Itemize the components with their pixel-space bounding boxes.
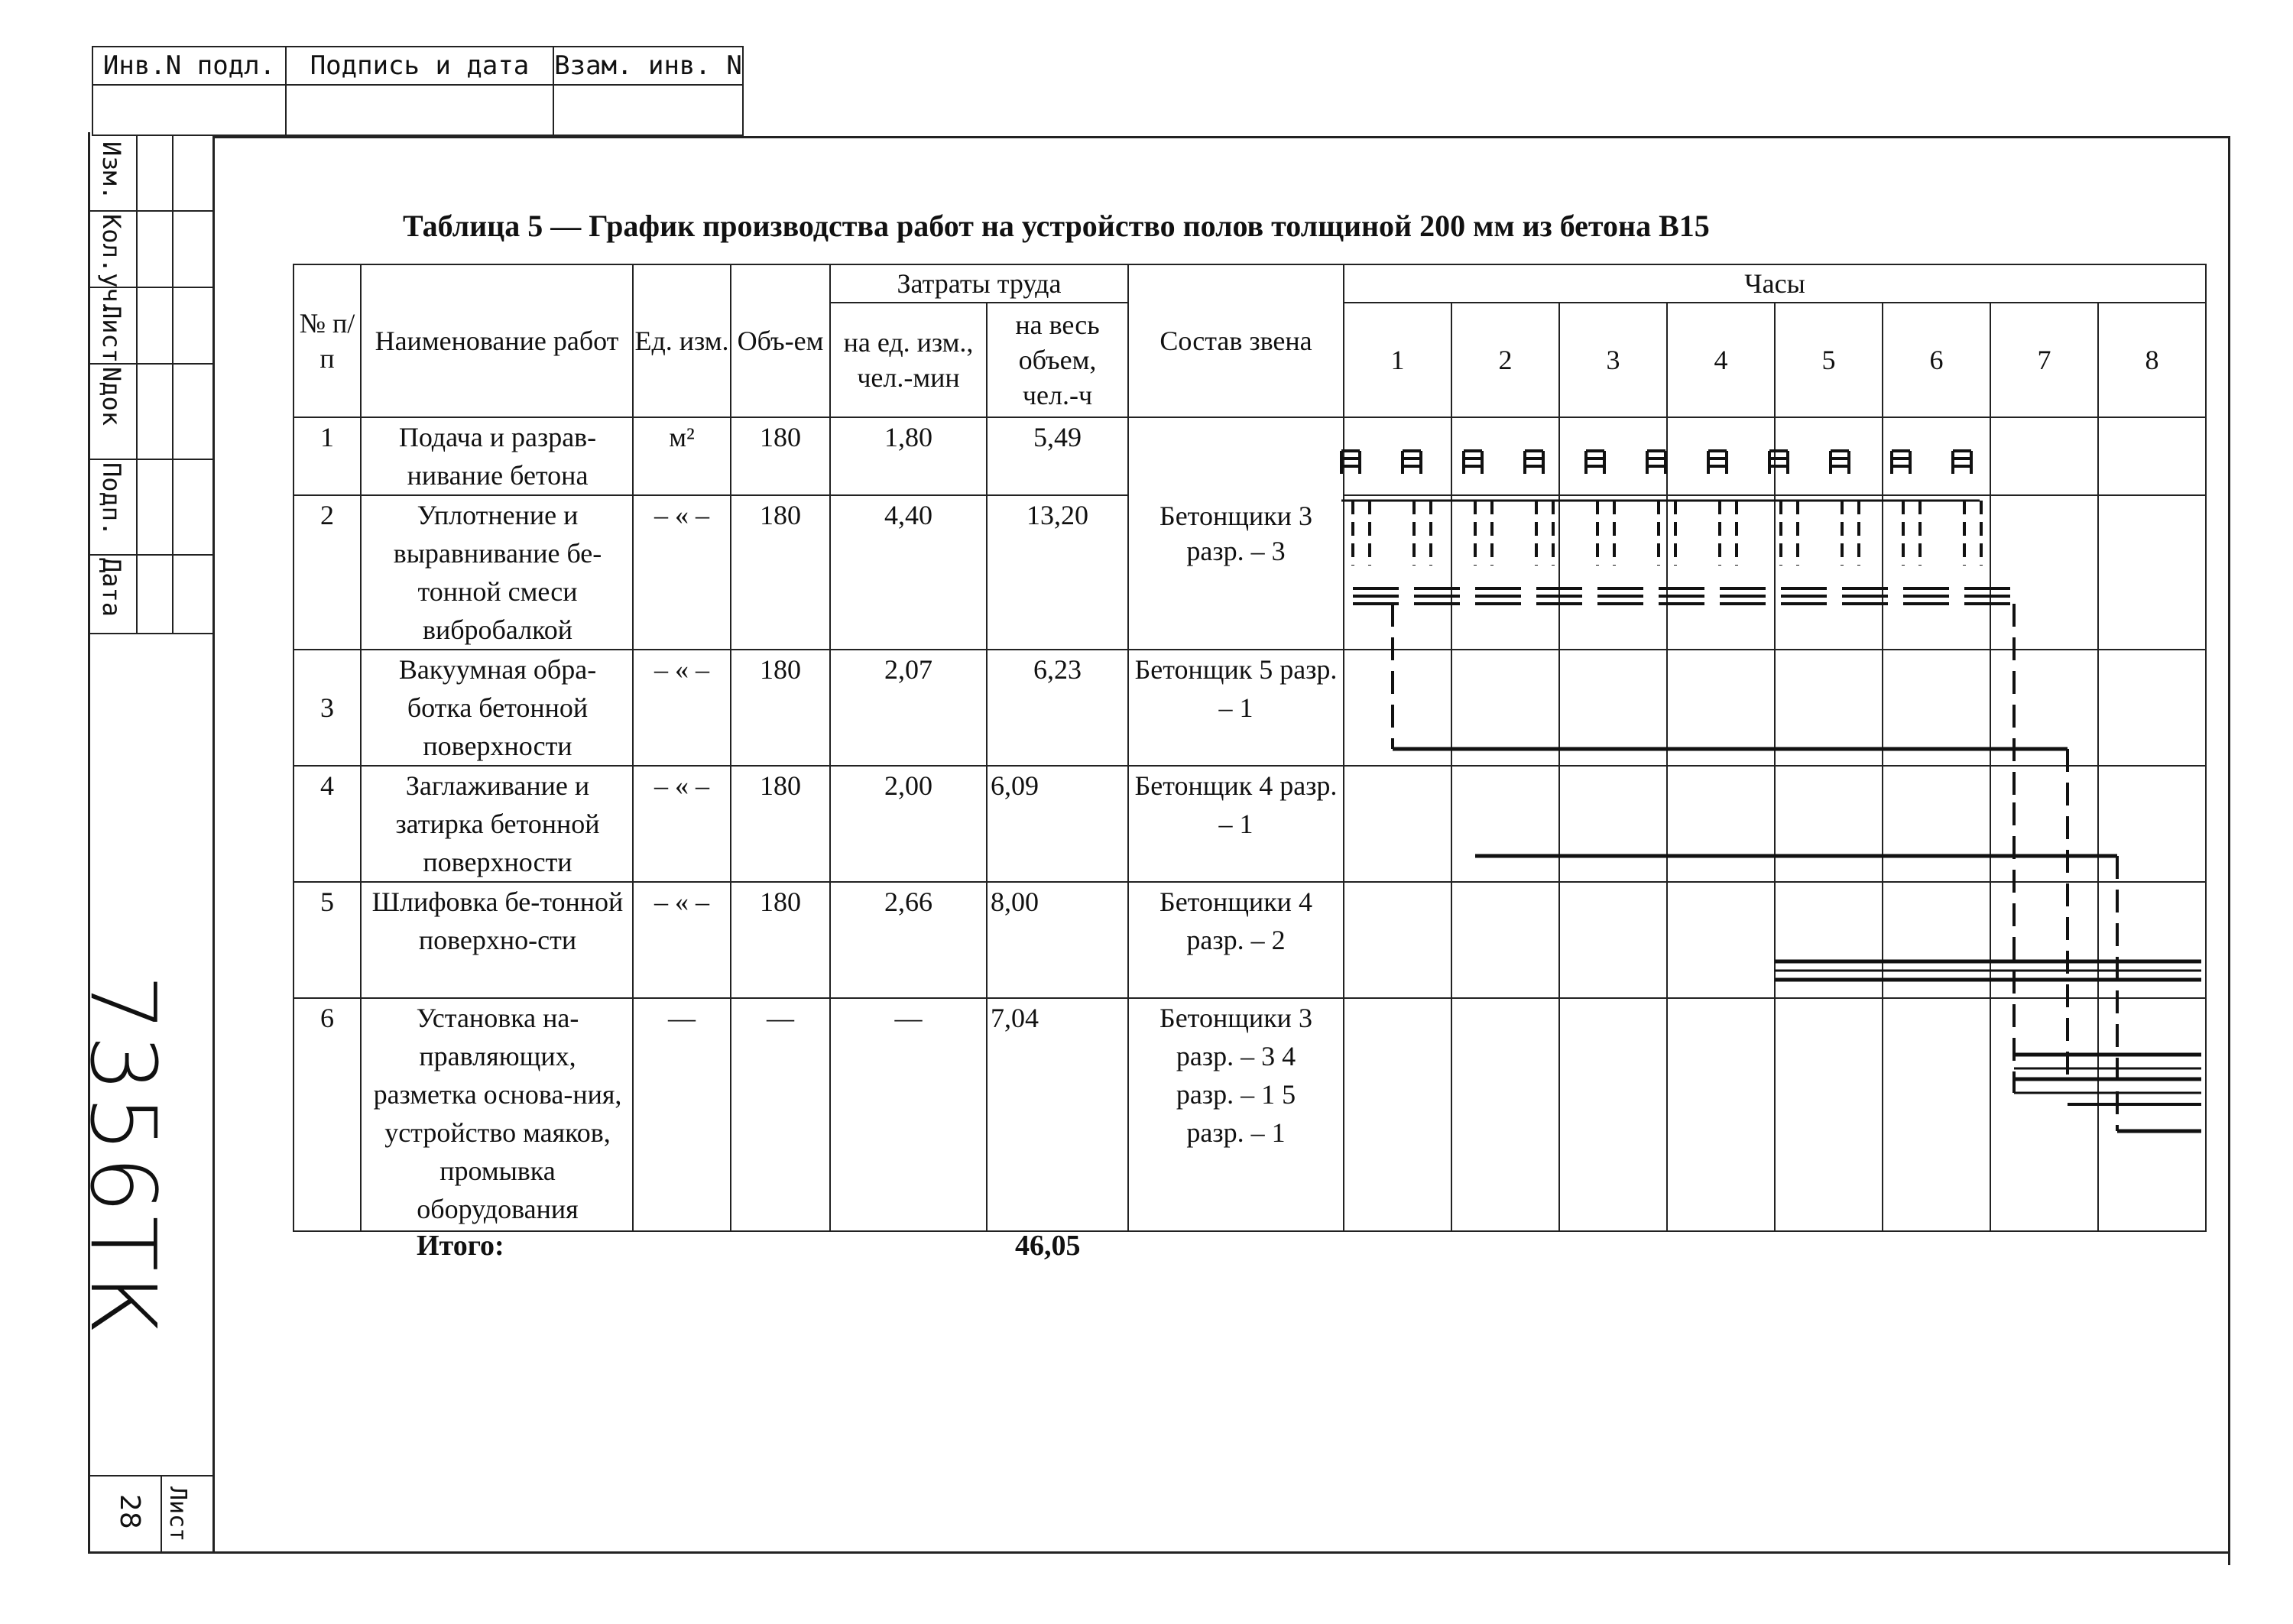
- cell-total: 6,23: [987, 650, 1128, 766]
- cell-volume: —: [731, 998, 830, 1231]
- hour-col: 8: [2098, 303, 2206, 417]
- cell-name: Уплотнение и выравнивание бе-тонной смеси вибробалкой: [361, 495, 633, 650]
- cell-per-unit: 4,40: [830, 495, 987, 650]
- cell-crew: Бетонщики 3 разр. – 3: [1128, 417, 1344, 650]
- hdr-hours: Часы: [1344, 264, 2206, 303]
- hdr-crew: Состав звена: [1128, 264, 1344, 417]
- cell-total: 6,09: [987, 766, 1128, 882]
- side-stamp-data: Дата: [97, 558, 126, 618]
- hour-col: 2: [1451, 303, 1559, 417]
- cell-unit: —: [633, 998, 731, 1231]
- cell-volume: 180: [731, 417, 830, 495]
- cell-volume: 180: [731, 766, 830, 882]
- hdr-num: № п/п: [294, 264, 361, 417]
- cell-per-unit: 2,07: [830, 650, 987, 766]
- cell-unit: м²: [633, 417, 731, 495]
- total-value: 46,05: [1015, 1230, 1081, 1262]
- document-code: 7356ТК: [70, 974, 176, 1338]
- cell-name: Подача и разрав-нивание бетона: [361, 417, 633, 495]
- cell-volume: 180: [731, 882, 830, 998]
- cell-total: 7,04: [987, 998, 1128, 1231]
- cell-name: Установка на-правляющих, разметка основа-ния, устройство маяков, промывка оборудования: [361, 998, 633, 1231]
- total-label: Итого:: [417, 1230, 504, 1262]
- cell-crew: Бетонщик 4 разр. – 1: [1128, 766, 1344, 882]
- side-stamp-list: Лист: [97, 304, 126, 364]
- cell-crew: Бетонщики 4 разр. – 2: [1128, 882, 1344, 998]
- hdr-unit: Ед. изм.: [633, 264, 731, 417]
- cell-volume: 180: [731, 495, 830, 650]
- hour-col: 4: [1667, 303, 1775, 417]
- hdr-volume: Объ-ем: [731, 264, 830, 417]
- hour-col: 7: [1990, 303, 2098, 417]
- hdr-total-volume: на весь объем, чел.-ч: [987, 303, 1128, 417]
- cell-crew: Бетонщики 3 разр. – 3 4 разр. – 1 5 разр. – 1: [1128, 998, 1344, 1231]
- sheet-label: Лист: [164, 1486, 191, 1542]
- hour-col: 3: [1559, 303, 1667, 417]
- cell-crew: Бетонщик 5 разр. – 1: [1128, 650, 1344, 766]
- cell-num: 2: [294, 495, 361, 650]
- table-title: Таблица 5 — График производства работ на устройство полов толщиной 200 мм из бетона В15: [403, 209, 1710, 243]
- cell-per-unit: —: [830, 998, 987, 1231]
- cell-total: 5,49: [987, 417, 1128, 495]
- cell-per-unit: 2,66: [830, 882, 987, 998]
- cell-unit: – « –: [633, 495, 731, 650]
- cell-unit: – « –: [633, 766, 731, 882]
- cell-num: 3: [294, 650, 361, 766]
- hdr-name: Наименование работ: [361, 264, 633, 417]
- stamp-inv-podl: Инв.N подл.: [92, 46, 287, 86]
- cell-name: Шлифовка бе-тонной поверхно-сти: [361, 882, 633, 998]
- cell-total: 8,00: [987, 882, 1128, 998]
- hdr-per-unit: на ед. изм., чел.-мин: [830, 303, 987, 417]
- hdr-labor: Затраты труда: [830, 264, 1128, 303]
- stamp-podpis-data: Подпись и дата: [285, 46, 554, 86]
- side-stamp-podp: Подп.: [97, 462, 126, 536]
- cell-name: Вакуумная обра-ботка бетонной поверхности: [361, 650, 633, 766]
- cell-num: 1: [294, 417, 361, 495]
- stamp-vzam-inv: Взам. инв. N: [553, 46, 744, 86]
- cell-num: 5: [294, 882, 361, 998]
- side-stamp-kol-uch: Кол.уч.: [97, 214, 126, 317]
- hour-col: 6: [1883, 303, 1990, 417]
- side-stamp-n-dok: Nдок: [97, 367, 126, 426]
- cell-num: 6: [294, 998, 361, 1231]
- cell-per-unit: 1,80: [830, 417, 987, 495]
- cell-volume: 180: [731, 650, 830, 766]
- hour-col: 5: [1775, 303, 1883, 417]
- side-stamp-izm: Изм.: [97, 141, 126, 201]
- cell-unit: – « –: [633, 882, 731, 998]
- cell-per-unit: 2,00: [830, 766, 987, 882]
- cell-unit: – « –: [633, 650, 731, 766]
- hour-col: 1: [1344, 303, 1451, 417]
- sheet-number: 28: [114, 1494, 145, 1529]
- cell-num: 4: [294, 766, 361, 882]
- cell-total: 13,20: [987, 495, 1128, 650]
- cell-name: Заглаживание и затирка бетонной поверхности: [361, 766, 633, 882]
